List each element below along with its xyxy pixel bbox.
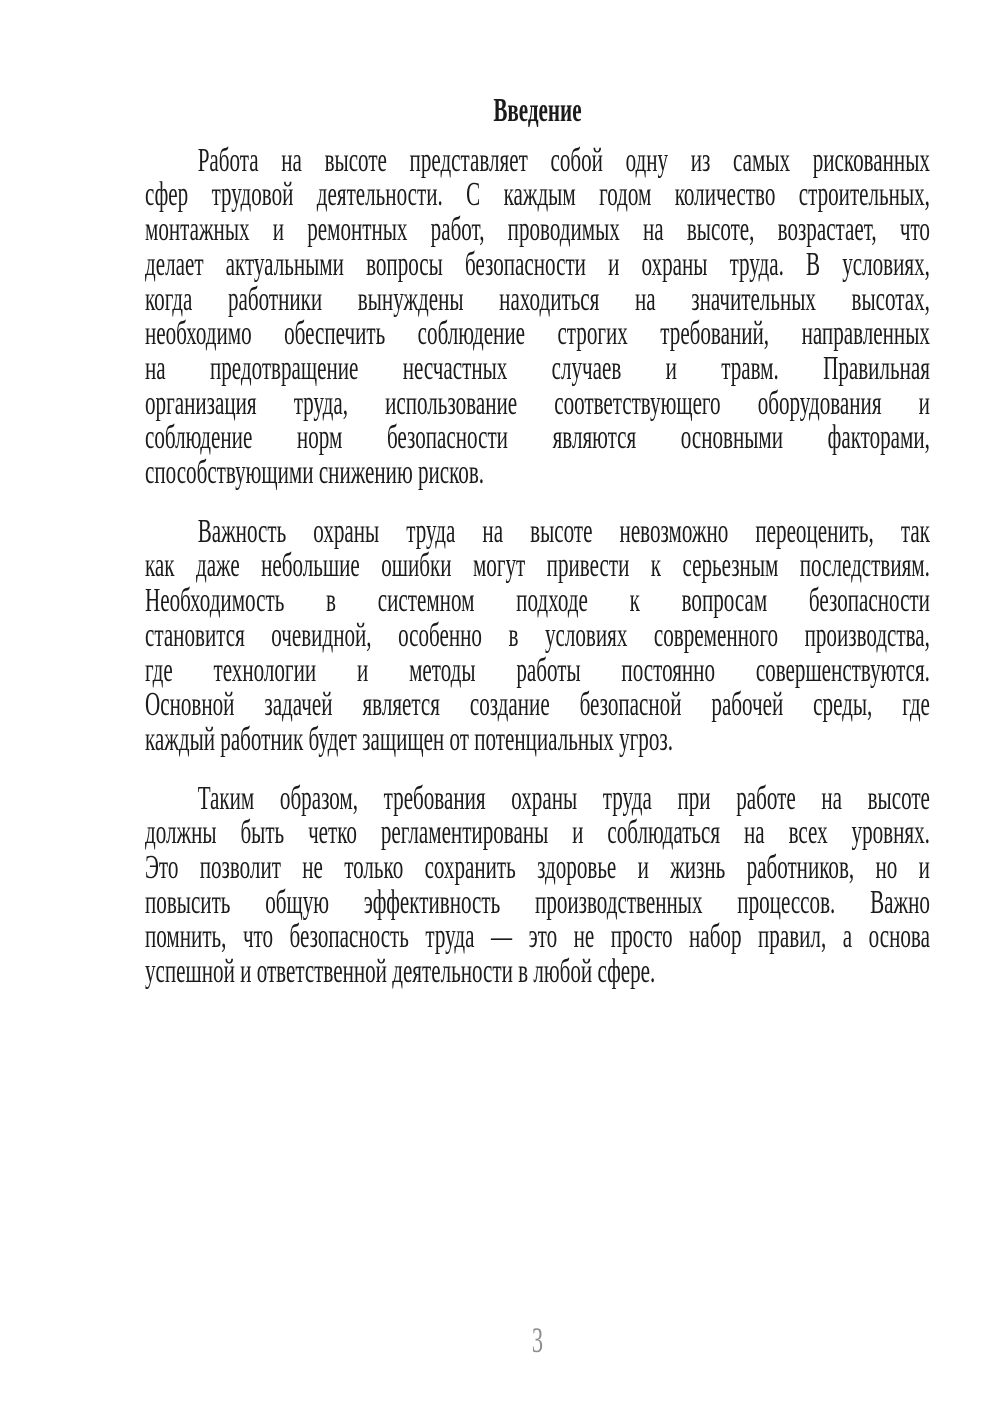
text-line: организация труда, использование соответствующего оборудования и [145,384,930,422]
text-line: способствующими снижению рисков. [145,454,485,492]
page-title: Введение [493,92,582,129]
text-line: необходимо обеспечить соблюдение строгих требований, направленных [145,315,930,353]
text-line: Основной задачей является создание безопасной рабочей среды, где [145,686,930,724]
text-line: повысить общую эффективность производственных процессов. Важно [145,883,930,921]
paragraph [145,779,930,991]
text-line: каждый работник будет защищен от потенциальных угроз. [145,720,673,758]
text-line: Необходимость в системном подходе к вопросам безопасности [145,582,930,620]
text-line: становится очевидной, особенно в условиях современного производства, [145,616,930,654]
text-line: Важность охраны труда на высоте невозможно переоценить, так [197,512,930,550]
text-line: помнить, что безопасность труда — это не просто набор правил, а основа [145,918,930,956]
paragraph [145,141,930,492]
text-line: Работа на высоте представляет собой одну из самых рискованных [197,141,930,179]
text-line: когда работники вынуждены находиться на значительных высотах, [145,280,930,318]
text-line: соблюдение норм безопасности являются основными факторами, [145,419,930,457]
text-column [145,94,930,1414]
text-line: Это позволит не только сохранить здоровье и жизнь работников, но и [145,849,930,887]
text-line: должны быть четко регламентированы и соблюдаться на всех уровнях. [145,814,930,852]
text-line: делает актуальными вопросы безопасности и охраны труда. В условиях, [145,245,930,283]
text-line: на предотвращение несчастных случаев и травм. Правильная [145,349,930,387]
text-line: успешной и ответственной деятельности в любой сфере. [145,953,656,991]
paragraphs [145,141,930,991]
text-line: монтажных и ремонтных работ, проводимых на высоте, возрастает, что [145,211,930,249]
text-line: Таким образом, требования охраны труда при работе на высоте [197,779,930,817]
page-number: 3 [531,1320,544,1360]
text-line: где технологии и методы работы постоянно совершенствуются. [145,651,930,689]
paragraph [145,512,930,758]
text-line: сфер трудовой деятельности. С каждым годом количество строительных, [145,176,930,214]
text-line: как даже небольшие ошибки могут привести к серьезным последствиям. [145,547,930,585]
